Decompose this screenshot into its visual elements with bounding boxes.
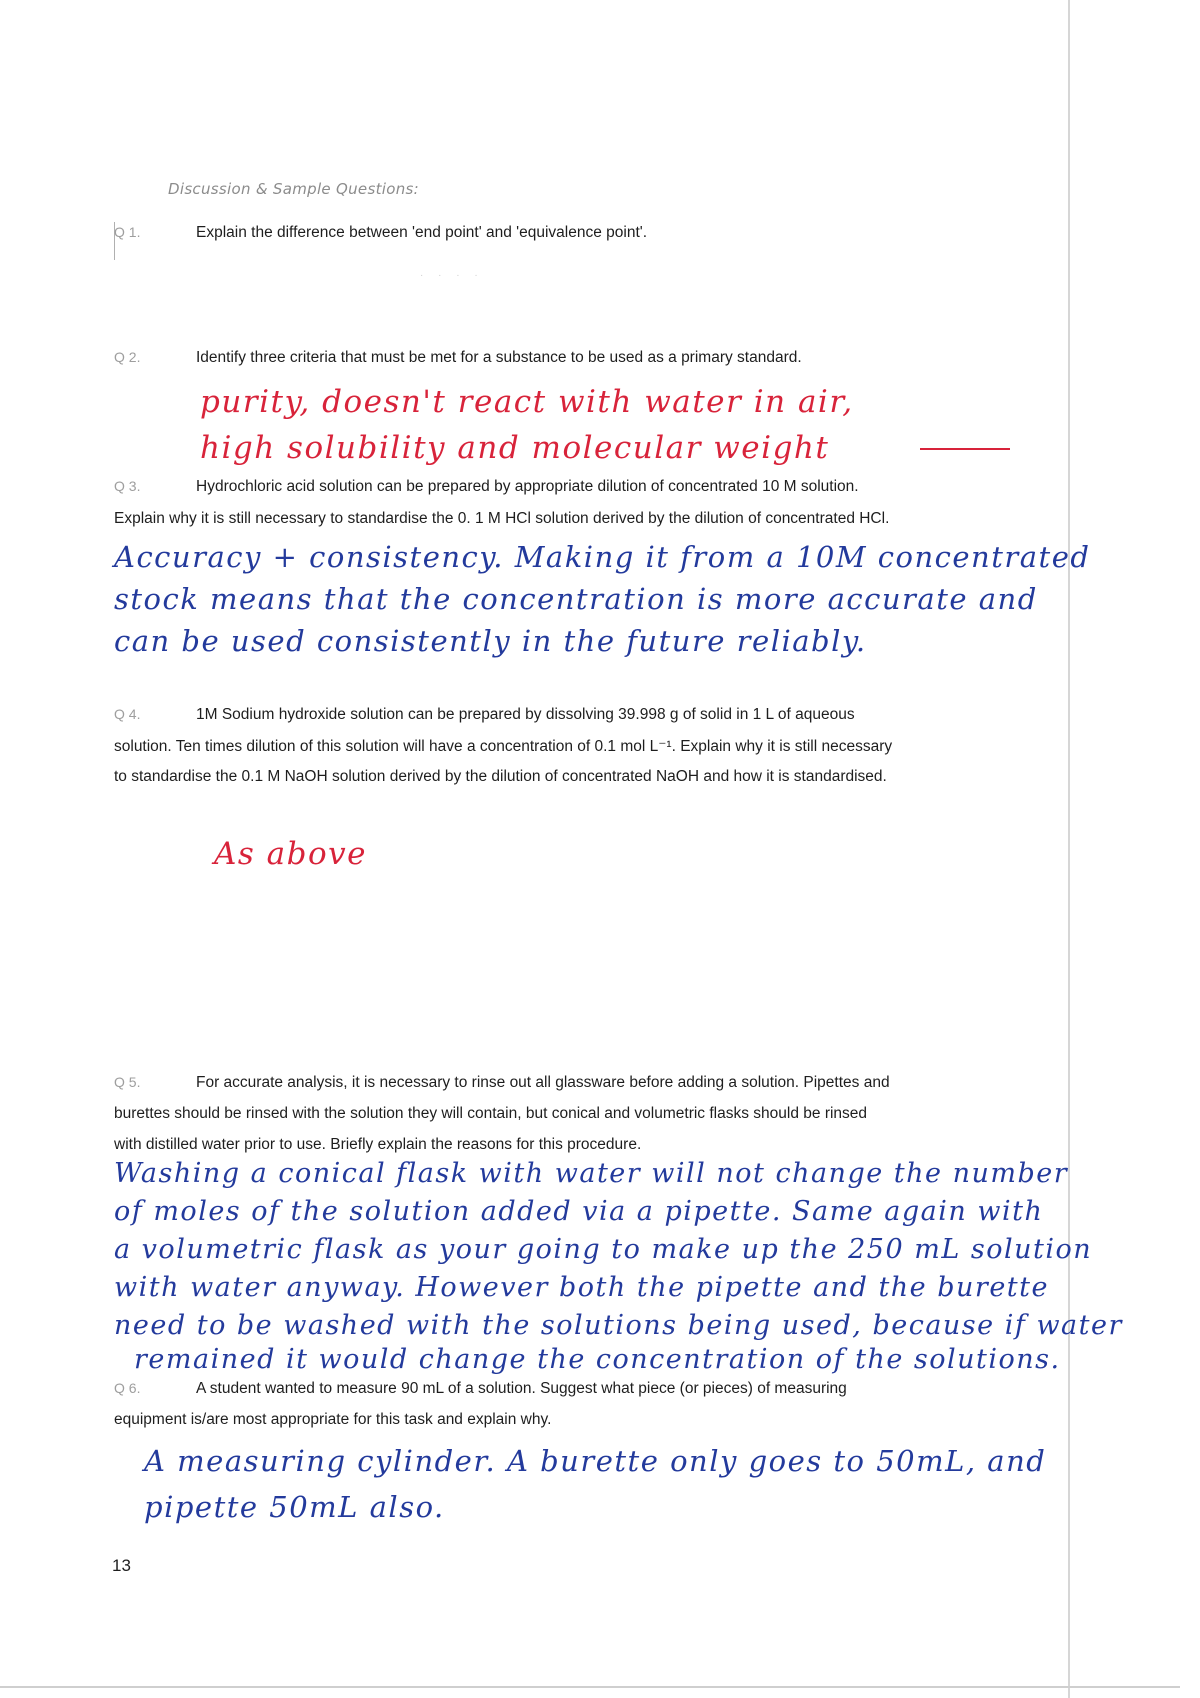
question-number-6: Q 6. [114,1380,141,1396]
question-number-3: Q 3. [114,478,141,494]
question-1-text: Explain the difference between 'end point' and 'equivalence point'. [196,224,648,241]
page-number: 13 [112,1556,131,1575]
answer-4-line-1: As above [214,836,367,872]
answer-3-line-3: can be used consistently in the future reliably. [114,624,867,658]
answer-6-line-2: pipette 50mL also. [144,1490,445,1524]
answer-2-underline [920,448,1010,450]
question-4-text-line-3: to standardise the 0.1 M NaOH solution derived by the dilution of concentrated NaOH and how it is standardised. [114,768,887,785]
question-number-2: Q 2. [114,349,141,365]
question-3-text-line-2: Explain why it is still necessary to standardise the 0. 1 M HCl solution derived by the dilution of concentrated HCl. [114,510,890,527]
question-6-text-line-2: equipment is/are most appropriate for this task and explain why. [114,1411,552,1428]
question-number-1: Q 1. [114,224,141,240]
question-number-5: Q 5. [114,1074,141,1090]
question-4-text-line-1: 1M Sodium hydroxide solution can be prepared by dissolving 39.998 g of solid in 1 L of aqueous [196,706,855,723]
page-right-edge [1068,0,1070,1698]
section-heading: Discussion & Sample Questions: [168,180,419,198]
answer-5-line-1: Washing a conical flask with water will not change the number [114,1158,1069,1189]
question-5-text-line-1: For accurate analysis, it is necessary to rinse out all glassware before adding a solution. Pipettes and [196,1074,890,1091]
answer-5-line-5: need to be washed with the solutions being used, because if water [114,1310,1123,1341]
answer-5-line-2: of moles of the solution added via a pipette. Same again with [114,1196,1044,1227]
page-bottom-edge [0,1686,1180,1688]
answer-3-line-2: stock means that the concentration is more accurate and [114,582,1038,616]
answer-2-line-1: purity, doesn't react with water in air, [200,384,854,420]
question-5-text-line-2: burettes should be rinsed with the solution they will contain, but conical and volumetric flasks should be rinsed [114,1105,868,1122]
question-6-text-line-1: A student wanted to measure 90 mL of a solution. Suggest what piece (or pieces) of measuring [196,1380,847,1397]
answer-3-line-1: Accuracy + consistency. Making it from a 10M concentrated [114,540,1091,574]
answer-5-line-4: with water anyway. However both the pipette and the burette [114,1272,1049,1303]
faint-marks: · · · · [420,270,484,281]
answer-5-line-3: a volumetric flask as your going to make up the 250 mL solution [114,1234,1093,1265]
question-3-text-line-1: Hydrochloric acid solution can be prepared by appropriate dilution of concentrated 10 M solution. [196,478,859,495]
question-5-text-line-3: with distilled water prior to use. Briefly explain the reasons for this procedure. [114,1136,642,1153]
answer-2-line-2: high solubility and molecular weight [200,430,830,466]
question-4-text-line-2: solution. Ten times dilution of this solution will have a concentration of 0.1 mol L⁻¹. Explain why it is still necessary [114,738,893,755]
answer-6-line-1: A measuring cylinder. A burette only goes to 50mL, and [144,1444,1047,1478]
question-2-text: Identify three criteria that must be met for a substance to be used as a primary standard. [196,349,802,366]
answer-5-line-6: remained it would change the concentration of the solutions. [134,1344,1061,1375]
question-number-4: Q 4. [114,706,141,722]
